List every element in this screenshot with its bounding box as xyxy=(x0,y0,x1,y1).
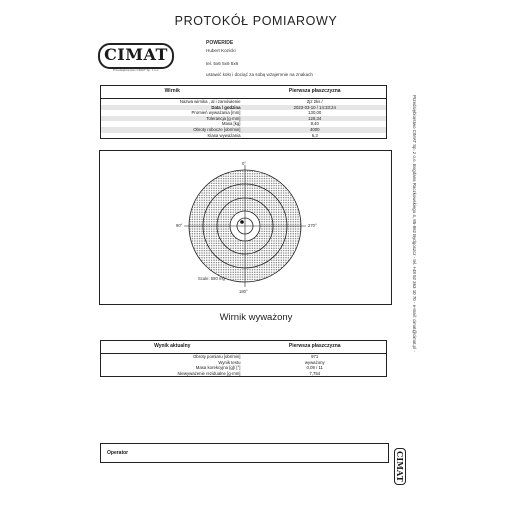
angle-label-right: 270° xyxy=(308,223,317,228)
instruction-note: ustawić koło i dociąć za sobą wzajemnie na znakach xyxy=(206,72,313,77)
row-value: 7,754 xyxy=(309,370,321,376)
row-value: 2023-03-10 / 14:33:24 xyxy=(244,105,387,111)
polar-plot-frame xyxy=(99,150,392,305)
row-label: Nazwa wirnika , al i zamówienie xyxy=(179,99,241,104)
table-header-row xyxy=(101,341,387,354)
row-value: 4000 xyxy=(244,127,387,133)
row-label: Obroty robocze [obr/min] xyxy=(101,127,244,133)
row-value: 130,00 xyxy=(308,110,322,116)
table-header-row xyxy=(101,86,387,99)
angle-label-top: 0° xyxy=(242,161,247,166)
table-row xyxy=(101,133,387,139)
measurement-point xyxy=(240,220,244,224)
company-logo: CIMAT xyxy=(98,43,174,69)
operator-box xyxy=(100,443,389,463)
operator-label: Operator xyxy=(107,450,129,456)
column-header-rotor: Wirnik xyxy=(101,86,244,99)
logo-subtext: Przedsiębiorstwo CIMAT Sp. z o.o. xyxy=(112,68,160,72)
row-value: 0,09 / 11 xyxy=(306,365,323,371)
contact-line: tel. 5x6 5x6 5x6 xyxy=(206,61,239,66)
row-value: Zjz 2ks / xyxy=(306,99,323,104)
column-header-first-plane: Pierwsza płaszczyzna xyxy=(244,86,387,99)
row-label: Masa [kg] xyxy=(221,121,241,127)
column-header-current-result: Wynik aktualny xyxy=(101,341,244,354)
polar-plot xyxy=(100,151,391,304)
row-label: Obroty pomiaru [obr/min] xyxy=(192,354,241,359)
row-value: 8,40 xyxy=(310,121,319,127)
rotor-parameters-table xyxy=(100,85,387,139)
angle-label-left: 90° xyxy=(176,223,183,228)
balance-result-table xyxy=(100,340,387,377)
row-label: Niewyważenie rezidualne [g·mm] xyxy=(177,370,241,376)
section-title: Wirnik wyważony xyxy=(219,312,293,323)
company-name: POWERIDE xyxy=(206,40,234,46)
row-label: Data / godzina xyxy=(101,105,244,111)
row-value: 6,3 xyxy=(311,132,318,138)
person-name: Hubert Kozicki xyxy=(206,48,236,53)
side-logo: CIMAT xyxy=(394,448,406,485)
row-label: Klasa wyważania xyxy=(207,132,241,138)
row-value: wyważony xyxy=(304,359,325,365)
row-value: 971 xyxy=(311,354,319,359)
column-header-first-plane: Pierwsza płaszczyzna xyxy=(244,341,387,354)
row-value: 128,34 xyxy=(244,116,387,122)
row-label: Promień wyważania [mm] xyxy=(191,110,241,116)
row-label: Wynik testu xyxy=(218,359,241,365)
row-label: Tolerancja [g·mm] xyxy=(101,116,244,122)
side-footer-text: Przedsiębiorstwo CIMAT Sp. z o.o. Bogdana Raczkowskiego 4, 85-862 Bydgoszcz - tel. +48 52 363 10 70 - e-mail: cimat@cimat.pl - xyxy=(412,95,417,352)
document-title: PROTOKÓŁ POMIAROWY xyxy=(174,14,338,28)
scale-label: Scale: 580 mg xyxy=(198,276,225,281)
row-label: Masa korekcyjna [g]/ [°] xyxy=(195,365,241,371)
table-row xyxy=(101,371,387,377)
angle-label-bottom: 180° xyxy=(239,289,248,294)
